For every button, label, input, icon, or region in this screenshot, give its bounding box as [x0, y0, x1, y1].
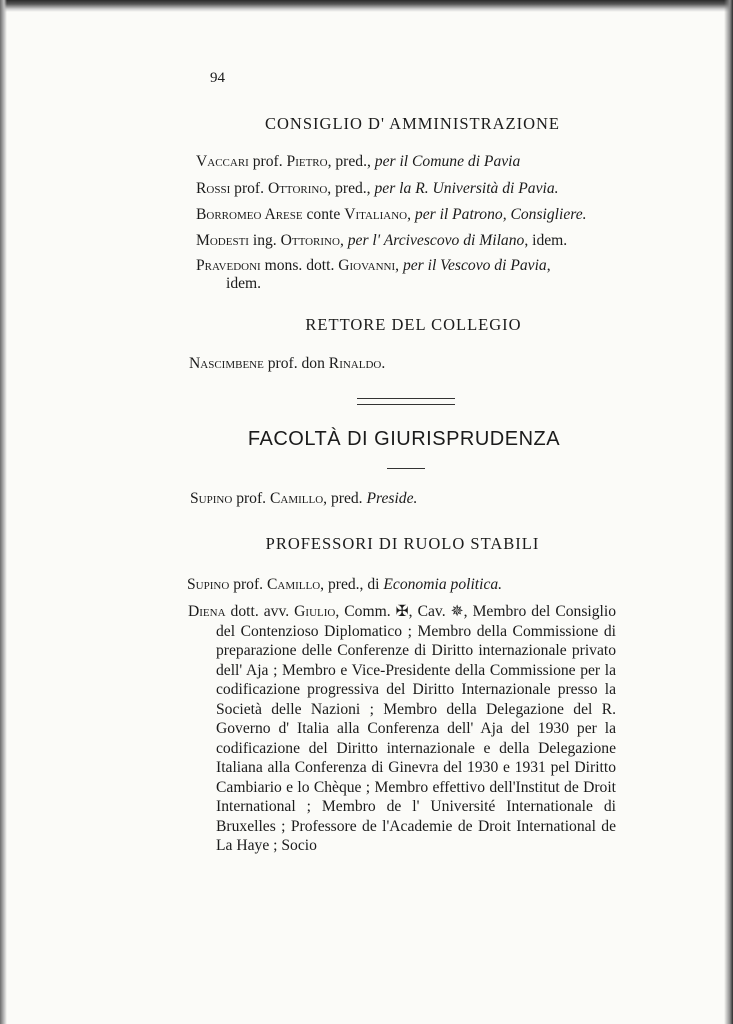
- professor-entry-text: Diena dott. avv. Giulio, Comm. ✠, Cav. ✵, Membro del Consiglio del Contenzioso Diplomatico ; Membro della Commissione di preparazione delle Conferenze di Diritto internazionale privato dell' Aja ; Membro e Vice-Presidente della Commissione per la codificazione progressiva del Diritto Internazionale presso la Società delle Nazioni ; Membro della Delegazione del R. Governo d' Italia alla Conferenza dell' Aja del 1930 per la codificazione del Diritto internazionale e della Delegazione Italiana alla Conferenza di Ginevra del 1930 e 1931 pel Diritto Cambiario e lo Chèque ; Membro effettivo dell'Institut de Droit International ; Membro de l' Université Internationale di Bruxelles ; Professore de l'Academie de Droit International de La Haye ; Socio: [188, 603, 616, 854]
- rector-line: Nascimbene prof. don Rinaldo.: [189, 355, 386, 372]
- professor-entry-paragraph: [188, 602, 616, 856]
- council-member-line: Pravedoni mons. dott. Giovanni, per il Vescovo di Pavia,: [196, 257, 551, 274]
- scan-edge-right: [724, 0, 733, 1024]
- rector-heading: RETTORE DEL COLLEGIO: [305, 315, 522, 334]
- section-divider: [357, 398, 455, 405]
- page-number: 94: [210, 70, 225, 86]
- council-member-line: Borromeo Arese conte Vitaliano, per il Patrono, Consigliere.: [196, 206, 587, 223]
- council-heading: CONSIGLIO D' AMMINISTRAZIONE: [265, 114, 560, 133]
- council-member-line: Rossi prof. Ottorino, pred., per la R. Università di Pavia.: [196, 180, 559, 197]
- preside-line: Supino prof. Camillo, pred. Preside.: [190, 490, 418, 507]
- scan-edge-left: [0, 0, 7, 1024]
- heading-underline: [387, 468, 425, 469]
- faculty-heading: FACOLTÀ DI GIURISPRUDENZA: [247, 428, 561, 450]
- professor-entry: Supino prof. Camillo, pred., di Economia politica.: [187, 576, 503, 593]
- professors-heading: PROFESSORI DI RUOLO STABILI: [265, 534, 540, 553]
- council-member-line: Modesti ing. Ottorino, per l' Arcivescovo di Milano, idem.: [196, 232, 568, 249]
- council-member-line: Vaccari prof. Pietro, pred., per il Comune di Pavia: [196, 153, 521, 170]
- council-continuation: idem.: [226, 275, 262, 292]
- scan-edge-top: [0, 0, 733, 12]
